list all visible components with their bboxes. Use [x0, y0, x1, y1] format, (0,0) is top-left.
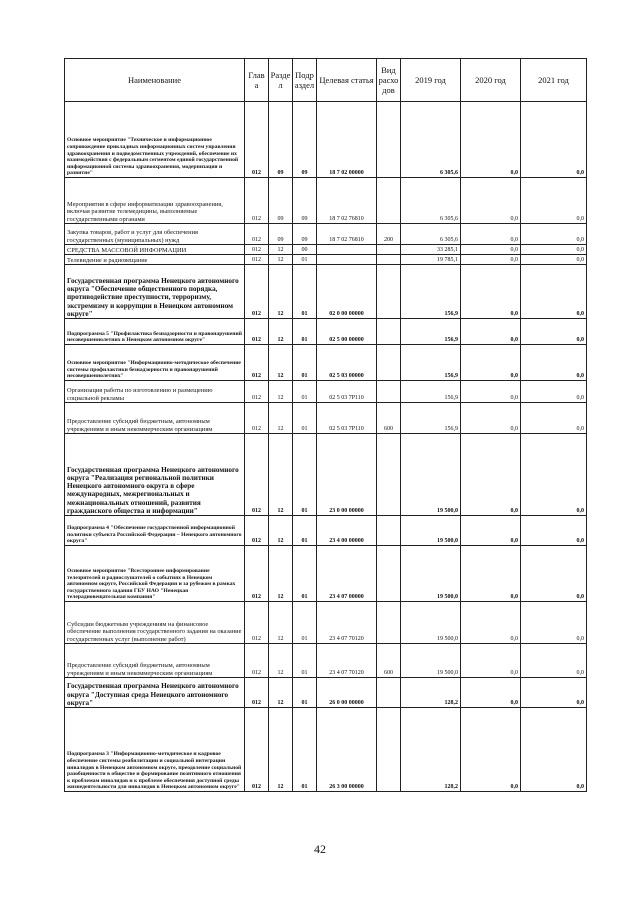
cell-target: 23 4 07 70120 — [317, 602, 377, 644]
cell-glava: 012 — [245, 546, 269, 602]
cell-vid — [377, 245, 401, 255]
cell-2021: 0,0 — [521, 255, 587, 265]
cell-name: Субсидии бюджетным учреждениям на финансовое обеспечение выполнения государственного задания на оказание государственных услуг (выполнение работ) — [65, 602, 245, 644]
cell-2021: 0,0 — [521, 102, 587, 178]
cell-vid — [377, 319, 401, 345]
cell-podrazdel: 01 — [293, 602, 317, 644]
table-header-row — [65, 59, 587, 102]
cell-vid: 600 — [377, 644, 401, 678]
cell-target: 18 7 02 76810 — [317, 224, 377, 245]
cell-razdel: 12 — [269, 403, 293, 434]
cell-2020: 0,0 — [461, 678, 521, 708]
cell-target: 02 0 00 00000 — [317, 265, 377, 319]
header-name: Наименование — [65, 59, 245, 102]
cell-target: 23 4 00 00000 — [317, 516, 377, 546]
cell-2021: 0,0 — [521, 403, 587, 434]
cell-2021: 0,0 — [521, 265, 587, 319]
cell-podrazdel: 01 — [293, 434, 317, 516]
cell-2021: 0,0 — [521, 678, 587, 708]
table-row — [65, 381, 587, 403]
cell-2019: 19 500,0 — [401, 644, 461, 678]
cell-razdel: 12 — [269, 434, 293, 516]
cell-vid — [377, 178, 401, 224]
cell-razdel: 12 — [269, 678, 293, 708]
cell-2020: 0,0 — [461, 708, 521, 792]
cell-2020: 0,0 — [461, 602, 521, 644]
header-razdel: Разде л — [269, 59, 293, 102]
cell-target: 02 5 03 00000 — [317, 345, 377, 381]
cell-glava: 012 — [245, 708, 269, 792]
cell-2020: 0,0 — [461, 224, 521, 245]
header-target: Целевая статья — [317, 59, 377, 102]
cell-2021: 0,0 — [521, 224, 587, 245]
table-row — [65, 245, 587, 255]
cell-target: 26 0 00 00000 — [317, 678, 377, 708]
cell-target: 18 7 02 00000 — [317, 102, 377, 178]
table-row — [65, 345, 587, 381]
cell-2020: 0,0 — [461, 265, 521, 319]
cell-2019: 19 785,1 — [401, 255, 461, 265]
page-number: 42 — [314, 842, 326, 856]
table-row — [65, 319, 587, 345]
cell-vid — [377, 546, 401, 602]
cell-vid — [377, 516, 401, 546]
cell-2019: 19 500,0 — [401, 602, 461, 644]
table-row — [65, 102, 587, 178]
cell-2021: 0,0 — [521, 381, 587, 403]
cell-vid — [377, 381, 401, 403]
cell-2021: 0,0 — [521, 319, 587, 345]
cell-glava: 012 — [245, 516, 269, 546]
table-row — [65, 403, 587, 434]
header-2021: 2021 год — [521, 59, 587, 102]
cell-target: 18 7 02 76810 — [317, 178, 377, 224]
cell-name: Основное мероприятие "Информационно-методическое обеспечение системы профилактики безнадзорности и правонарушений несовершеннолетних" — [65, 345, 245, 381]
cell-2021: 0,0 — [521, 345, 587, 381]
cell-vid — [377, 255, 401, 265]
cell-podrazdel: 00 — [293, 245, 317, 255]
cell-2021: 0,0 — [521, 602, 587, 644]
cell-2019: 6 305,6 — [401, 102, 461, 178]
cell-podrazdel: 01 — [293, 265, 317, 319]
cell-name: Подпрограмма 4 "Обеспечение государственной информационной политики субъекта Российской Федерации – Ненецкого автономного округа" — [65, 516, 245, 546]
cell-glava: 012 — [245, 644, 269, 678]
cell-glava: 012 — [245, 178, 269, 224]
cell-glava: 012 — [245, 434, 269, 516]
cell-podrazdel: 01 — [293, 319, 317, 345]
cell-name: Подпрограмма 5 "Профилактика безнадзорности и правонарушений несовершеннолетних в Ненецком автономном округе" — [65, 319, 245, 345]
cell-2019: 19 500,0 — [401, 546, 461, 602]
cell-target: 02 5 03 7Р110 — [317, 403, 377, 434]
cell-2019: 33 285,1 — [401, 245, 461, 255]
cell-glava: 012 — [245, 678, 269, 708]
cell-glava: 012 — [245, 224, 269, 245]
budget-table — [64, 58, 587, 792]
cell-name: Подпрограмма 3 "Информационно-методическое и кадровое обеспечение системы реабилитации и социальной интеграции инвалидов в Ненецком автономном округе, преодоление социальной разобщенности в обществе и формирование позитивного отношения к проблемам инвалидов и к проблеме обеспечения доступной среды жизнедеятельности для инвалидов в Ненецком автономном округе" — [65, 708, 245, 792]
cell-vid — [377, 265, 401, 319]
cell-2020: 0,0 — [461, 434, 521, 516]
cell-2019: 156,9 — [401, 381, 461, 403]
cell-2020: 0,0 — [461, 516, 521, 546]
cell-2019: 156,9 — [401, 345, 461, 381]
cell-2019: 6 305,6 — [401, 178, 461, 224]
cell-podrazdel: 09 — [293, 178, 317, 224]
cell-glava: 012 — [245, 345, 269, 381]
table-row — [65, 644, 587, 678]
cell-podrazdel: 01 — [293, 255, 317, 265]
cell-name: Предоставление субсидий бюджетным, автономным учреждениям и иным некоммерческим организациям — [65, 644, 245, 678]
cell-2019: 19 500,0 — [401, 434, 461, 516]
cell-vid — [377, 102, 401, 178]
cell-podrazdel: 01 — [293, 678, 317, 708]
cell-glava: 012 — [245, 245, 269, 255]
cell-target: 23 4 07 00000 — [317, 546, 377, 602]
cell-target — [317, 255, 377, 265]
cell-razdel: 12 — [269, 644, 293, 678]
table-row — [65, 265, 587, 319]
cell-razdel: 12 — [269, 516, 293, 546]
cell-2020: 0,0 — [461, 546, 521, 602]
cell-2020: 0,0 — [461, 345, 521, 381]
budget-table-sheet — [64, 58, 586, 792]
cell-2019: 156,9 — [401, 265, 461, 319]
cell-glava: 012 — [245, 319, 269, 345]
cell-name: Предоставление субсидий бюджетным, автономным учреждениям и иным некоммерческим организациям — [65, 403, 245, 434]
header-vid: Вид расхо дов — [377, 59, 401, 102]
header-2020: 2020 год — [461, 59, 521, 102]
cell-2020: 0,0 — [461, 644, 521, 678]
cell-razdel: 09 — [269, 224, 293, 245]
cell-podrazdel: 09 — [293, 102, 317, 178]
table-row — [65, 434, 587, 516]
table-row — [65, 602, 587, 644]
cell-podrazdel: 01 — [293, 516, 317, 546]
cell-glava: 012 — [245, 381, 269, 403]
cell-podrazdel: 01 — [293, 345, 317, 381]
cell-name: Мероприятия в сфере информатизации здравоохранения, включая развитие телемедицины, выполняемые государственными органами — [65, 178, 245, 224]
cell-target: 02 5 00 00000 — [317, 319, 377, 345]
cell-2021: 0,0 — [521, 546, 587, 602]
cell-name: Основное мероприятие "Техническое и информационное сопровождение прикладных информационных систем управления здравоохранения и подведомственных учреждений, обеспечение их взаимодействия с федеральным сегментом единой государственной информационной системы здравоохранения, модернизация и развитие" — [65, 102, 245, 178]
cell-2019: 128,2 — [401, 678, 461, 708]
cell-name: Основное мероприятие "Всестороннее информирование телезрителей и радиослушателей о событиях в Ненецком автономном округе, Российской Федерации и за рубежом в рамках государственного задания ГБУ НАО "Ненецкая телерадиовещательная компания" — [65, 546, 245, 602]
cell-razdel: 12 — [269, 245, 293, 255]
cell-name: Закупка товаров, работ и услуг для обеспечения государственных (муниципальных) нужд — [65, 224, 245, 245]
cell-name: Государственная программа Ненецкого автономного округа "Реализация региональной политики Ненецкого автономного округа в сфере международных, межрегиональных и межнациональных отношений, развития гражданского общества и информации" — [65, 434, 245, 516]
cell-razdel: 09 — [269, 102, 293, 178]
cell-name: СРЕДСТВА МАССОВОЙ ИНФОРМАЦИИ — [65, 245, 245, 255]
cell-2019: 128,2 — [401, 708, 461, 792]
cell-2019: 6 305,6 — [401, 224, 461, 245]
table-row — [65, 516, 587, 546]
header-glava: Глав а — [245, 59, 269, 102]
table-row — [65, 546, 587, 602]
table-row — [65, 178, 587, 224]
cell-target: 26 3 00 00000 — [317, 708, 377, 792]
cell-razdel: 12 — [269, 546, 293, 602]
cell-vid: 200 — [377, 224, 401, 245]
cell-2021: 0,0 — [521, 708, 587, 792]
cell-2019: 156,9 — [401, 319, 461, 345]
cell-podrazdel: 01 — [293, 708, 317, 792]
cell-glava: 012 — [245, 265, 269, 319]
header-podrazdel: Подр аздел — [293, 59, 317, 102]
cell-podrazdel: 01 — [293, 403, 317, 434]
cell-2019: 19 500,0 — [401, 516, 461, 546]
cell-2021: 0,0 — [521, 516, 587, 546]
cell-vid — [377, 345, 401, 381]
cell-2021: 0,0 — [521, 434, 587, 516]
cell-razdel: 12 — [269, 345, 293, 381]
cell-target: 23 4 07 70120 — [317, 644, 377, 678]
cell-2020: 0,0 — [461, 403, 521, 434]
cell-target — [317, 245, 377, 255]
cell-razdel: 12 — [269, 708, 293, 792]
cell-razdel: 09 — [269, 178, 293, 224]
cell-2020: 0,0 — [461, 102, 521, 178]
cell-razdel: 12 — [269, 265, 293, 319]
cell-name: Организация работы по изготовлению и размещению социальной рекламы — [65, 381, 245, 403]
cell-podrazdel: 01 — [293, 546, 317, 602]
cell-vid — [377, 678, 401, 708]
cell-vid — [377, 434, 401, 516]
cell-2021: 0,0 — [521, 644, 587, 678]
cell-2021: 0,0 — [521, 245, 587, 255]
cell-target: 02 5 03 7Р110 — [317, 381, 377, 403]
cell-glava: 012 — [245, 403, 269, 434]
cell-2019: 156,9 — [401, 403, 461, 434]
cell-glava: 012 — [245, 255, 269, 265]
cell-2021: 0,0 — [521, 178, 587, 224]
cell-vid: 600 — [377, 403, 401, 434]
cell-razdel: 12 — [269, 602, 293, 644]
table-row — [65, 708, 587, 792]
table-row — [65, 255, 587, 265]
cell-glava: 012 — [245, 102, 269, 178]
cell-2020: 0,0 — [461, 178, 521, 224]
table-row — [65, 678, 587, 708]
cell-target: 23 0 00 00000 — [317, 434, 377, 516]
table-row — [65, 224, 587, 245]
cell-vid — [377, 708, 401, 792]
cell-podrazdel: 01 — [293, 644, 317, 678]
cell-razdel: 12 — [269, 381, 293, 403]
header-2019: 2019 год — [401, 59, 461, 102]
cell-razdel: 12 — [269, 319, 293, 345]
cell-name: Государственная программа Ненецкого автономного округа "Обеспечение общественного порядка, противодействие преступности, терроризму, экстремизму и коррупции в Ненецком автономном округе" — [65, 265, 245, 319]
cell-2020: 0,0 — [461, 255, 521, 265]
cell-name: Государственная программа Ненецкого автономного округа "Доступная среда Ненецкого автономного округа" — [65, 678, 245, 708]
cell-podrazdel: 09 — [293, 224, 317, 245]
cell-2020: 0,0 — [461, 381, 521, 403]
cell-glava: 012 — [245, 602, 269, 644]
cell-name: Телевидение и радиовещание — [65, 255, 245, 265]
cell-2020: 0,0 — [461, 319, 521, 345]
cell-podrazdel: 01 — [293, 381, 317, 403]
cell-razdel: 12 — [269, 255, 293, 265]
cell-2020: 0,0 — [461, 245, 521, 255]
cell-vid — [377, 602, 401, 644]
